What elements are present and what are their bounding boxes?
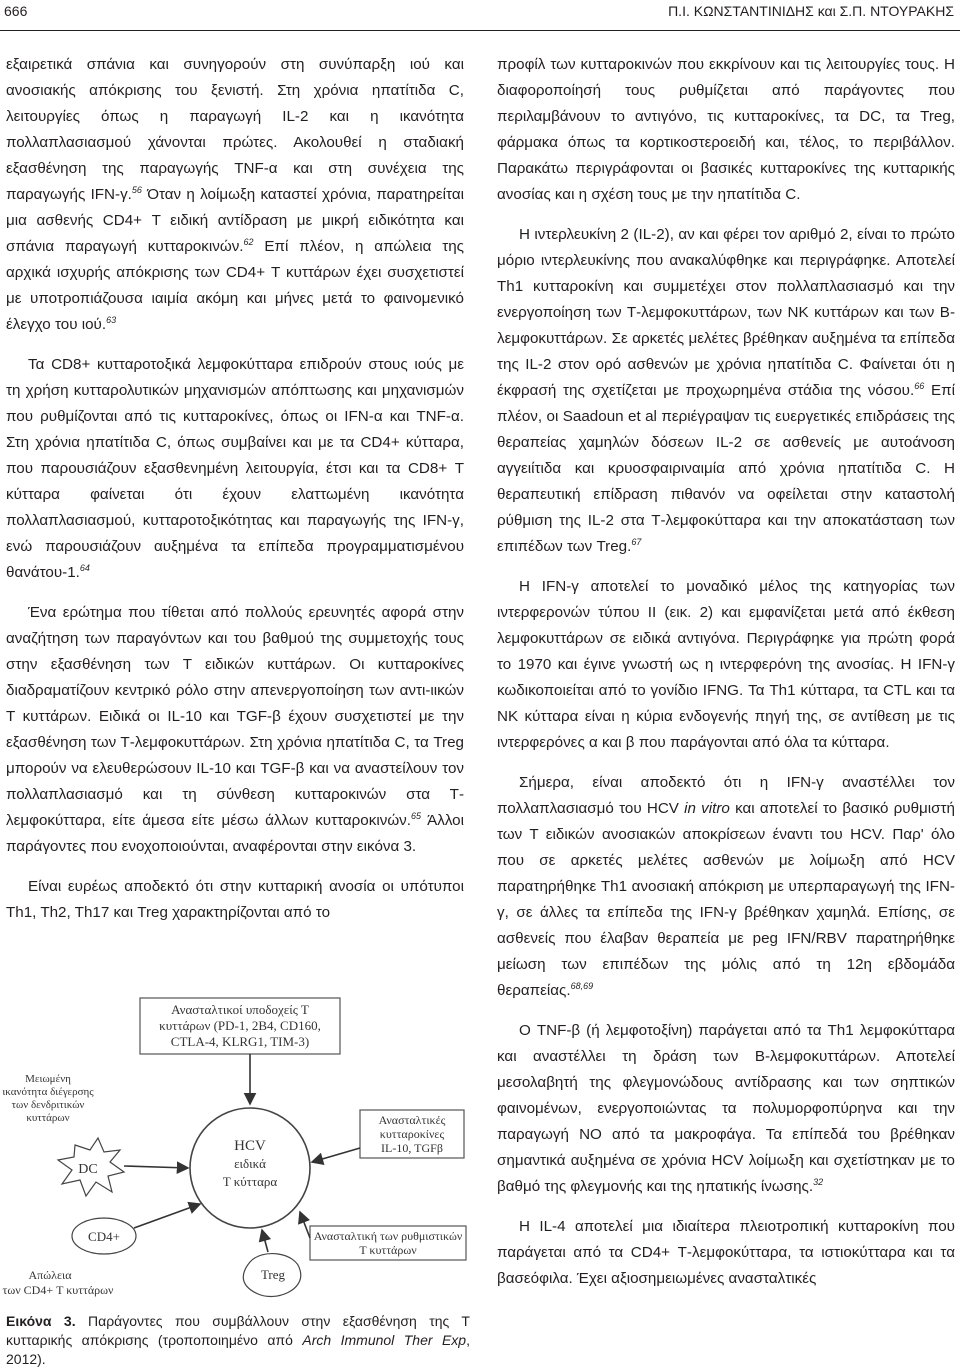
dc-label: DC xyxy=(78,1162,98,1177)
inhibitory-receptors-line-2: κυττάρων (PD-1, 2B4, CD160, xyxy=(159,1018,321,1033)
reference-mark: 66 xyxy=(914,381,925,391)
reference-mark: 62 xyxy=(243,237,254,247)
reference-mark: 67 xyxy=(631,537,642,547)
figure-3-diagram xyxy=(0,990,470,1312)
reference-mark: 68,69 xyxy=(570,981,594,991)
paragraph-left-2: Τα CD8+ κυτταροτοξικά λεμφοκύτταρα επιδρούν στους ιούς με τη χρήση κυτταρολυτικών μηχανισμών απόπτωσης και μηχανισμών που ρυθμίζονται από τις κυτταροκίνες, όπως οι IFN-α και TNF-α. Στη χρόνια ηπατίτιδα C, όπως συμβαίνει και με τα CD4+ κύτταρα, που παρουσιάζουν εξασθενημένη λειτουργία, έτσι και τα CD8+ Τ κύτταρα φαίνεται ότι έχουν ελαττωμένη ικανότητα πολλαπλασιασμού, κυτταροτοξικότητας και παραγωγής της IFN-γ, ενώ παρουσιάζουν αυξημένα τα επίπεδα προγραμματισμένου θανάτου-1.64 xyxy=(6,356,464,581)
dc-label-line-3: των δενδριτικών xyxy=(11,1099,85,1111)
reference-mark: 64 xyxy=(79,563,90,573)
center-line-2: ειδικά xyxy=(234,1156,266,1171)
reference-mark: 63 xyxy=(106,315,117,325)
treg-label: Treg xyxy=(260,1267,286,1282)
left-column xyxy=(6,52,464,940)
dc-label-line-2: ικανότητα διέγερσης xyxy=(2,1086,94,1098)
arrow-cytokines xyxy=(312,1148,360,1162)
arrow-treg xyxy=(262,1230,268,1252)
cd4-label: CD4+ xyxy=(88,1229,120,1244)
page-number: 666 xyxy=(4,3,28,19)
paragraph-left-1: εξαιρετικά σπάνια και συνηγορούν στη συνύπαρξη ιού και ανοσιακής απόκρισης του ξενιστή. Στη χρόνια ηπατίτιδα C, λειτουργίες όπως η παραγωγή IL-2 και η ικανότητα πολλαπλασιασμού χάνονται πρώτες. Ακολουθεί η σταδιακή εξασθένηση της παραγωγής TNF-α και στη συνέχεια της παραγωγής IFN-γ.$^{56}$ Όταν η λοίμωξη καταστεί χρόνια, παρατηρείται μια ασθενής CD4+ Τ ειδική αντίδραση με μικρή ειδικότητα και σπάνια παραγωγή κυτταροκινών.$^{62}$ Επί πλέον, η απώλεια της αρχικά ισχυρής απόκρισης των CD4+ Τ κυττάρων έχει συσχετιστεί με υποτροπιάζουσα ιαιμία ακόμη και μήνες μετά το φαινομενικό έλεγχο του ιού.$^{63}$ xyxy=(6,56,464,333)
paragraph-left-3: Ένα ερώτημα που τίθεται από πολλούς ερευνητές αφορά στην αναζήτηση των παραγόντων και του βαθμού της συμμετοχής τους στην εξασθένηση των Τ ειδικών κυττάρων. Οι κυτταροκίνες διαδραματίζουν κεντρικό ρόλο στην απενεργοποίηση των αντι-ιικών Τ κυττάρων. Ειδικά οι IL-10 και TGF-β έχουν συσχετιστεί με την εξασθένηση των Τ-λεμφοκυττάρων. Στη χρόνια ηπατίτιδα C, τα Treg μπορούν να ελευθερώσουν IL-10 και TGF-β και να αναστείλουν τον πολλαπλασιασμό και τη σύνθεση κυτταροκινών στα Τ-λεμφοκύτταρα, είτε άμεσα είτε μέσω άλλων κυτταροκινών.$^{65}$ Άλλοι παράγοντες που ενοχοποιούνται, αναφέρονται στην εικόνα 3. xyxy=(6,604,465,855)
cytokines-line-2: κυτταροκίνες xyxy=(379,1127,445,1141)
cd4-loss-line-2: των CD4+ Τ κυττάρων xyxy=(2,1283,114,1297)
figure-caption: Εικόνα 3. Παράγοντες που συμβάλλουν στην εξασθένηση της Τ κυτταρικής απόκρισης (τροποποιημένο από Arch Immunol Ther Exp, 2012). xyxy=(6,1313,470,1367)
dc-label-line-1: Μειωμένη xyxy=(25,1073,71,1085)
cd4-loss-line-1: Απώλεια xyxy=(28,1268,72,1282)
inhibitory-receptors-line-1: Ανασταλτικοί υποδοχείς Τ xyxy=(171,1002,309,1017)
running-head: Π.Ι. ΚΩΝΣΤΑΝΤΙΝΙΔΗΣ και Σ.Π. ΝΤΟΥΡΑΚΗΣ xyxy=(668,3,954,19)
center-line-3: Τ κύτταρα xyxy=(222,1174,278,1189)
paragraph-right-4: Σήμερα, είναι αποδεκτό ότι η IFN-γ αναστέλλει τον πολλαπλασιασμό του HCV in vitro και αποτελεί το βασικό ρυθμιστή των Τ ειδικών ανοσιακών αποκρίσεων έναντι του HCV. Παρ' όλο που σε αρκετές μελέτες ασθενών με λοίμωξη από HCV παρατηρήθηκε Th1 ανοσιακή απόκριση με υπερπαραγωγή της IFN-γ, σε άλλες τα επίπεδα της IFN-γ βρέθηκαν χαμηλά. Επίσης, σε ασθενείς που έλαβαν θεραπεία με peg IFN/RBV παρατηρήθηκε μείωση των επιπέδων της μόλις από τη 12η εβδομάδα θεραπείας.$^{68,69}$ xyxy=(497,774,955,999)
paragraph-right-2: Η ιντερλευκίνη 2 (IL-2), αν και φέρει τον αριθμό 2, είναι το πρώτο μόριο ιντερλευκίνης που ανακαλύφθηκε και περιγράφηκε. Αποτελεί Th1 κυτταροκίνη και συμμετέχει στον πολλαπλασιασμό και την ενεργοποίηση των Τ-λεμφοκυττάρων, των ΝΚ κυττάρων και των Β-λεμφοκυττάρων. Σε αρκετές μελέτες βρέθηκαν αυξημένα τα επίπεδα της IL-2 στον ορό ασθενών με χρόνια ηπατίτιδα C. Φαίνεται ότι η έκφρασή της σχετίζεται με προχωρημένα στάδια της νόσου.$^{66}$ Επί πλέον, οι Saadoun et al περιέγραψαν τις ευεργετικές επιδράσεις της θεραπείας χαμηλών δόσεων IL-2 σε ασθενείς με αυτοάνοση αγγειίτιδα και κρυοσφαιριναιμία από χρόνια ηπατίτιδα C. Η θεραπευτική επίδραση πιθανόν να οφείλεται στην καταστολή ρύθμιση της IL-2 στα Τ-λεμφοκύτταρα και την αποκατάσταση των επιπέδων των Treg.$^{67}$ xyxy=(497,226,956,555)
right-column xyxy=(497,52,955,1306)
reference-mark: 32 xyxy=(813,1177,824,1187)
paragraph-right-1: προφίλ των κυτταροκινών που εκκρίνουν και τις λειτουργίες τους. Η διαφοροποίησή τους ρυθμίζεται από παράγοντες που περιλαμβάνουν το αντιγόνο, τις κυτταροκίνες, τα DC, τα Treg, φάρμακα όπως τα κορτικοστεροειδή και, τέλος, το περιβάλλον. Παρακάτω περιγράφονται οι βασικές κυτταροκίνες της κυτταρικής ανοσίας και η σχέση τους με την ηπατίτιδα C. xyxy=(497,56,955,203)
paragraph-right-3: Η IFN-γ αποτελεί το μοναδικό μέλος της κατηγορίας των ιντερφερονών τύπου II (εικ. 2) και εμφανίζεται μετά από έκθεση λεμφοκυττάρων σε ειδικά αντιγόνα. Περιγράφηκε για πρώτη φορά το 1970 και έγινε γνωστή ως η ιντερφερόνη της ανοσίας. Η IFN-γ κωδικοποιείται από το γονίδιο IFNG. Τα Th1 κύτταρα, τα CTL και τα ΝΚ κύτταρα είναι η κύρια ενδογενής πηγή της, σε αντίθεση με τις ιντερφερόνες α και β που παράγονται από όλα τα κύτταρα. xyxy=(497,578,955,751)
paragraph-right-5: Ο TNF-β (ή λεμφοτοξίνη) παράγεται από τα Th1 λεμφοκύτταρα και αναστέλλει τη δράση των Β-λεμφοκυττάρων. Αποτελεί μεσολαβητή της φλεγμονώδους αντίδρασης και των σηπτικών φαινομένων, ενεργοποιώντας τα πολυμορφοπύρηνα και την παραγωγή ΝΟ από τα μακροφάγα. Τα επίπεδά του βρέθηκαν σημαντικά αυξημένα σε χρόνια HCV λοίμωξη και σχετίστηκαν με το βαθμό της φλεγμονής και της ηπατικής ίνωσης.$^{32}$ xyxy=(497,1022,955,1195)
paragraph-left-4: Είναι ευρέως αποδεκτό ότι στην κυτταρική ανοσία οι υπότυποι Th1, Th2, Th17 και Treg χαρακτηρίζονται από το xyxy=(6,878,464,921)
treg-box-line-2: Τ κυττάρων xyxy=(359,1243,417,1257)
dc-label-line-4: κυττάρων xyxy=(26,1112,70,1124)
paragraph-right-6: Η IL-4 αποτελεί μια ιδιαίτερα πλειοτροπική κυτταροκίνη που παράγεται από τα CD4+ Τ-λεμφοκύτταρα, τα ιστιοκύτταρα και τα βασεόφιλα. Έχει αξιοσημειωμένες ανασταλτικές xyxy=(497,1218,955,1287)
inhibitory-receptors-line-3: CTLA-4, KLRG1, TIM-3) xyxy=(170,1034,310,1049)
center-line-1: HCV xyxy=(234,1138,266,1154)
treg-box-line-1: Ανασταλτική των ρυθμιστικών xyxy=(313,1229,463,1243)
cytokines-line-3: IL-10, TGFβ xyxy=(381,1141,443,1155)
header-rule xyxy=(0,30,960,31)
arrow-dc xyxy=(124,1166,188,1168)
arrow-treg-box xyxy=(300,1212,310,1238)
reference-mark: 65 xyxy=(411,811,422,821)
reference-mark: 56 xyxy=(131,185,142,195)
arrow-cd4 xyxy=(134,1204,200,1228)
cytokines-line-1: Ανασταλτικές xyxy=(378,1113,446,1127)
